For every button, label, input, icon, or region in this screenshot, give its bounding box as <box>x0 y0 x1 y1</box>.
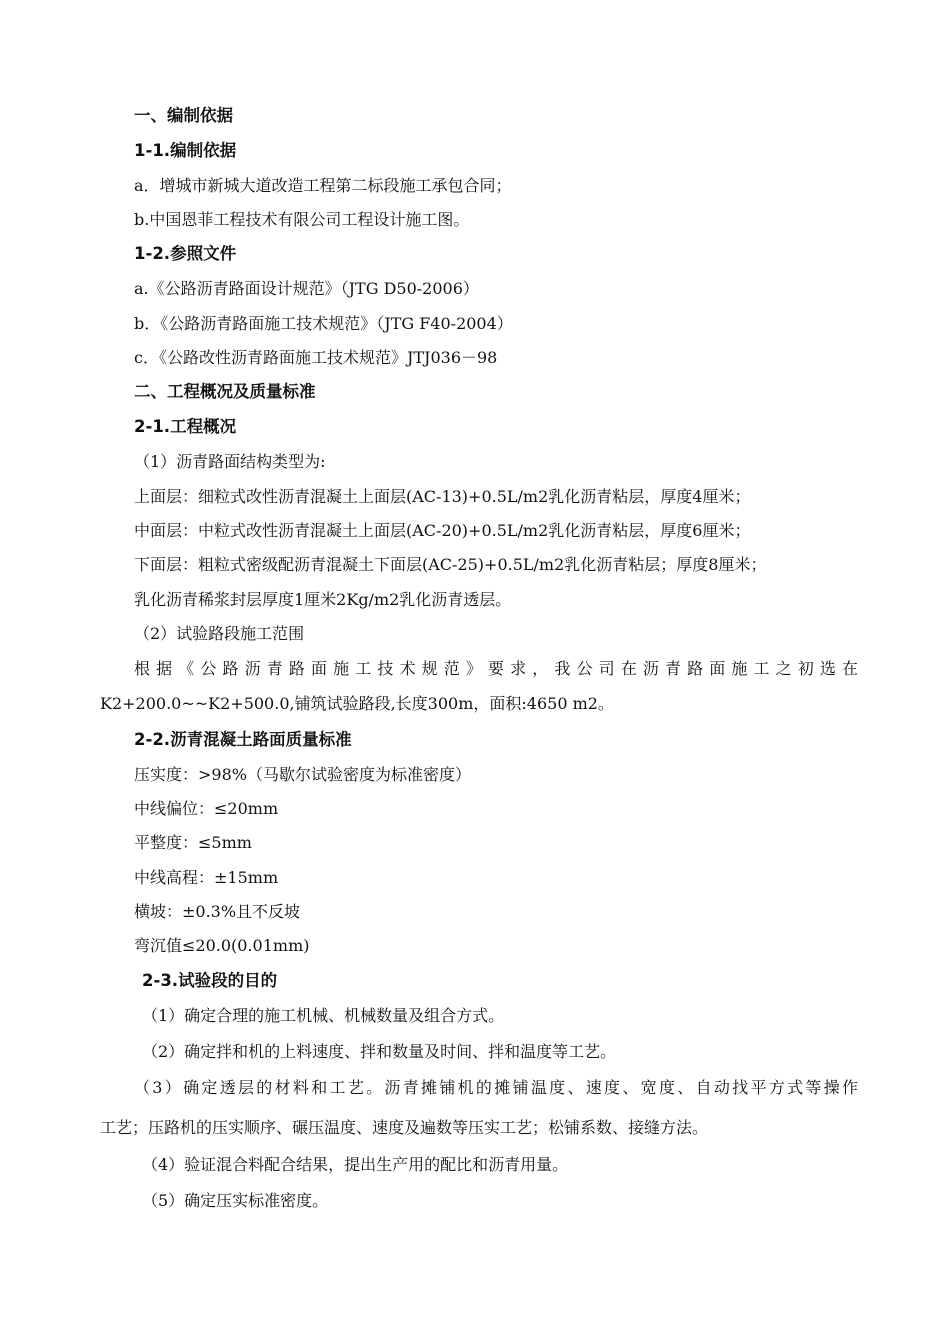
section-1-2-heading: 1-2.参照文件 <box>134 244 237 263</box>
purpose-item-3-line1: （3）确定透层的材料和工艺。沥青摊铺机的摊铺温度、速度、宽度、自动找平方式等操作 <box>134 1078 858 1097</box>
trial-range-paragraph-line1: 根据《公路沥青路面施工技术规范》要求，我公司在沥青路面施工之初选在 <box>134 659 858 678</box>
quality-cross-slope: 横坡：±0.3%且不反坡 <box>134 902 301 921</box>
section-1-heading: 一、编制依据 <box>134 106 233 125</box>
section-2-heading: 二、工程概况及质量标准 <box>134 382 316 401</box>
pavement-structure-intro: （1）沥青路面结构类型为: <box>134 452 326 471</box>
quality-centerline-offset: 中线偏位：≤20mm <box>134 799 279 818</box>
purpose-item-2: （2）确定拌和机的上料速度、拌和数量及时间、拌和温度等工艺。 <box>142 1042 617 1061</box>
quality-centerline-elevation: 中线高程：±15mm <box>134 868 279 887</box>
trial-range-paragraph-line2: K2+200.0~~K2+500.0,铺筑试验路段,长度300m，面积:4650 m2。 <box>100 694 614 713</box>
trial-range-heading: （2）试验路段施工范围 <box>134 624 305 643</box>
layer-upper: 上面层：细粒式改性沥青混凝土上面层(AC-13)+0.5L/m2乳化沥青粘层，厚度4厘米； <box>134 487 751 506</box>
reference-item-a: a.《公路沥青路面设计规范》（JTG D50-2006） <box>134 279 479 298</box>
reference-item-b: b．《公路沥青路面施工技术规范》（JTG F40-2004） <box>134 314 513 333</box>
basis-item-a: a．增城市新城大道改造工程第二标段施工承包合同； <box>134 176 512 195</box>
quality-compaction: 压实度：>98%（马歇尔试验密度为标准密度） <box>134 765 471 784</box>
layer-middle: 中面层：中粒式改性沥青混凝土上面层(AC-20)+0.5L/m2乳化沥青粘层，厚度6厘米； <box>134 521 751 540</box>
section-2-3-heading: 2-3.试验段的目的 <box>142 971 278 990</box>
purpose-item-3-line2: 工艺；压路机的压实顺序、碾压温度、速度及遍数等压实工艺；松铺系数、接缝方法。 <box>100 1118 709 1137</box>
purpose-item-5: （5）确定压实标准密度。 <box>142 1191 329 1210</box>
section-2-2-heading: 2-2.沥青混凝土路面质量标准 <box>134 730 352 749</box>
basis-item-b: b.中国恩菲工程技术有限公司工程设计施工图。 <box>134 210 470 229</box>
reference-item-c: c．《公路改性沥青路面施工技术规范》JTJ036－98 <box>134 348 498 367</box>
purpose-item-1: （1）确定合理的施工机械、机械数量及组合方式。 <box>142 1006 505 1025</box>
purpose-item-4: （4）验证混合料配合结果，提出生产用的配比和沥青用量。 <box>142 1155 569 1174</box>
quality-deflection: 弯沉值≤20.0(0.01mm) <box>134 936 310 955</box>
section-1-1-heading: 1-1.编制依据 <box>134 141 237 160</box>
section-2-1-heading: 2-1.工程概况 <box>134 417 237 436</box>
layer-seal: 乳化沥青稀浆封层厚度1厘米2Kg/m2乳化沥青透层。 <box>134 590 512 609</box>
quality-flatness: 平整度：≤5mm <box>134 833 252 852</box>
layer-lower: 下面层：粗粒式密级配沥青混凝土下面层(AC-25)+0.5L/m2乳化沥青粘层；厚度8厘米； <box>134 555 767 574</box>
